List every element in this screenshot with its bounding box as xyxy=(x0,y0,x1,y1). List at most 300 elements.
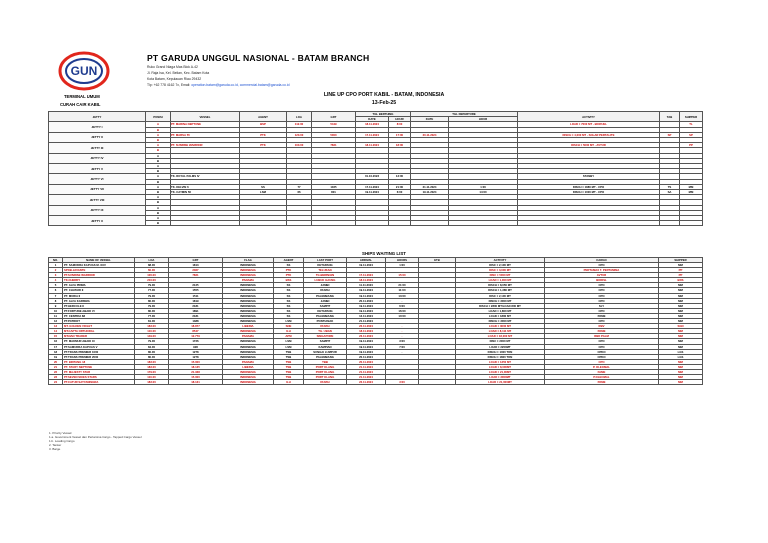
ship-cell: PTK xyxy=(274,273,304,278)
ship-cell: CPO xyxy=(545,263,659,268)
jetty-cell-hour: 18:00 xyxy=(389,143,411,148)
jetty-cell-vessel xyxy=(171,221,240,226)
jetty-cell-activity: DISCH ± 1880 MT - CPO xyxy=(518,184,660,189)
ship-cell: PAME xyxy=(545,313,659,318)
ship-cell: 2181 xyxy=(169,303,223,308)
ship-cell: KETAPANG xyxy=(304,263,347,268)
jetty-position: A xyxy=(146,164,171,169)
ship-cell: 4 xyxy=(49,278,63,283)
ship-cell: PT. MAKMUR ABADI XI xyxy=(63,339,135,344)
ship-cell: 6:00 xyxy=(386,303,419,308)
ship-cell: P.OLEOMAL xyxy=(545,375,659,380)
jetty-name: JETTY VIII xyxy=(49,195,146,205)
ship-cell: - xyxy=(386,334,419,339)
jetty-cell-hour: 17:00 xyxy=(389,132,411,137)
ship-cell: 15.000 xyxy=(169,375,223,380)
ship-cell: INDONESIA xyxy=(223,369,274,374)
jetty-cell-hour: 13:00 xyxy=(389,174,411,179)
ship-col-header: HOURS xyxy=(386,258,419,263)
jetty-cell-agent: PTK xyxy=(240,143,287,148)
ship-cell: 77.00 xyxy=(135,313,169,318)
ship-cell: PANAMA xyxy=(223,334,274,339)
ship-cell: 19.11.2024 xyxy=(347,344,386,349)
jetty-cell-agent xyxy=(240,221,287,226)
ship-cell: 21.11.2024 xyxy=(347,364,386,369)
col-agent: AGENT xyxy=(240,112,287,122)
ship-cell: DUMAI xyxy=(304,288,347,293)
jetty-cell-shipper: TL xyxy=(680,122,703,127)
ship-cell: MM xyxy=(659,263,703,268)
jetty-name: JETTY X xyxy=(49,216,146,226)
ship-cell: SS xyxy=(274,283,304,288)
ship-cell: INDONESIA xyxy=(223,288,274,293)
ship-cell: INDONESIA xyxy=(223,349,274,354)
ship-cell: PERTAMAX T. PERTAMINA xyxy=(545,268,659,273)
jetty-cell-loa: 100.00 xyxy=(287,143,312,148)
ship-cell: APM xyxy=(274,334,304,339)
ship-cell: 7 xyxy=(49,293,63,298)
jetty-cell-dep-date: 20.11.2024 xyxy=(411,132,449,137)
ship-cell: PT. MAJESTY STAR xyxy=(63,369,135,374)
jetty-cell-shipper: PP xyxy=(680,143,703,148)
col-shipper: SHIPPER xyxy=(680,112,703,122)
jetty-position: B xyxy=(146,148,171,153)
col-loa: LOA xyxy=(287,112,312,122)
ship-cell: DISCH ± 1000 TON xyxy=(456,349,545,354)
ship-cell: INDONESIA xyxy=(223,273,274,278)
ship-cell: DISCH ± 1,380 MT xyxy=(456,288,545,293)
jetty-cell-hour xyxy=(389,221,411,226)
ship-cell: PALEMBANG xyxy=(304,313,347,318)
ship-cell: PP xyxy=(659,268,703,273)
ship-cell: 79.00 xyxy=(135,293,169,298)
jetty-cell-activity: DISCH ± 4,000 MT - SOLAR PERTALITE xyxy=(518,132,660,137)
ship-cell: 17.11.2024 xyxy=(347,273,386,278)
jetty-cell-grt: 7821 xyxy=(312,143,356,148)
ship-cell: LGS xyxy=(659,349,703,354)
ship-cell: 1 xyxy=(49,263,63,268)
jetty-name: JETTY VI xyxy=(49,174,146,184)
jetty-cell-vessel: TK. CAYMIN 56 xyxy=(171,190,240,195)
jetty-cell-dep-date: 19.11.2024 xyxy=(411,190,449,195)
ship-cell: 5 xyxy=(49,283,63,288)
ship-cell: PANAMA xyxy=(223,278,274,283)
ship-cell: PT.TRANS PREMIER 1000 xyxy=(63,349,135,354)
ship-cell: 22.11.2024 xyxy=(347,380,386,385)
jetty-position: B xyxy=(146,179,171,184)
jetty-cell-vessel: PT. MARSA 55 xyxy=(171,132,240,137)
ship-cell: PAME xyxy=(545,329,659,334)
ship-cell: 21 xyxy=(49,364,63,369)
ship-cell: LOAD ± 1880 MT xyxy=(456,313,545,318)
contact-label: Tlp: +62 778 4162 7x, Email: xyxy=(147,83,191,87)
ship-cell: 8 xyxy=(49,298,63,303)
ship-cell: SPOB.JAVANTE xyxy=(63,268,135,273)
ship-cell: LOAD ± 1,800 MT xyxy=(456,308,545,313)
ship-cell: TSB xyxy=(274,364,304,369)
jetty-cell-dep-hour: 1:00 xyxy=(449,184,518,189)
jetty-cell-grt: 5000 xyxy=(312,132,356,137)
ship-cell: PT.HERCULE II xyxy=(63,303,135,308)
ship-cell: SINGAPORE xyxy=(304,334,347,339)
ship-cell: LSM xyxy=(274,319,304,324)
ship-cell: 81.00 xyxy=(135,319,169,324)
ship-cell: 183.00 xyxy=(135,324,169,329)
jetty-position: B xyxy=(146,200,171,205)
ship-cell: PT.FORTUNE ABADI VI xyxy=(63,308,135,313)
address-line: Jl. Raja Isa, Kel. Belian, Kec. Batam Kota xyxy=(147,71,210,75)
ship-cell: 10:00 xyxy=(386,313,419,318)
jetty-position: B xyxy=(146,138,171,143)
jetty-cell-loa: 112.00 xyxy=(287,122,312,127)
ship-cell: 19.11.2024 xyxy=(347,339,386,344)
jetty-cell-dep-date xyxy=(411,221,449,226)
ship-cell: 84.00 xyxy=(135,344,169,349)
jetty-position: A xyxy=(146,132,171,137)
ship-cell: 183.00 xyxy=(135,359,169,364)
ship-cell: 15 xyxy=(49,334,63,339)
ship-cell: INDONESIA xyxy=(223,263,274,268)
ship-cell: - xyxy=(386,329,419,334)
jetty-table xyxy=(48,111,703,226)
ship-cell: 1511 xyxy=(169,293,223,298)
ship-cell: 20.11.2024 xyxy=(347,298,386,303)
ship-cell: PT. ALFA PRIMA xyxy=(63,283,135,288)
ship-cell: TG. UBAN xyxy=(304,329,347,334)
ship-cell: PT. MURIA II xyxy=(63,293,135,298)
ship-cell: LIBERIA xyxy=(223,324,274,329)
ship-cell: 10 xyxy=(49,308,63,313)
ship-cell: 21.11.2024 xyxy=(347,319,386,324)
ship-cell: 80.00 xyxy=(135,308,169,313)
notes-line: 2. Tanker xyxy=(49,443,62,447)
ship-cell: TSB xyxy=(274,359,304,364)
ship-cell: - xyxy=(386,349,419,354)
ship-cell: 1813 xyxy=(169,263,223,268)
ship-cell: CPO xyxy=(545,339,659,344)
ship-cell: INDONESIA xyxy=(223,298,274,303)
ship-cell: PAME xyxy=(545,380,659,385)
ship-cell: MM xyxy=(659,288,703,293)
jetty-position: B xyxy=(146,127,171,132)
ship-cell: PORT KLANG xyxy=(304,369,347,374)
ship-cell: PP xyxy=(659,273,703,278)
ship-cell: 21.11.2024 xyxy=(347,369,386,374)
jetty-position: A xyxy=(146,153,171,158)
ship-cell: 183.00 xyxy=(135,364,169,369)
ship-cell: BDS xyxy=(659,278,703,283)
ship-cell: DISC ± 5000 MT xyxy=(456,273,545,278)
ship-cell: RBD PALM xyxy=(545,334,659,339)
ship-cell: 13:00 xyxy=(386,293,419,298)
ship-cell: CPO xyxy=(545,308,659,313)
jetty-cell-activity: DISCH ± 5000 MT - AVTUR xyxy=(518,143,660,148)
ship-cell: CPKO xyxy=(545,349,659,354)
ship-cell: SS xyxy=(274,288,304,293)
ship-cell: 14 xyxy=(49,329,63,334)
ship-cell: MM xyxy=(659,283,703,288)
jetty-cell-hour: 8:00 xyxy=(389,122,411,127)
logo-text: GUN xyxy=(70,64,98,78)
ship-cell: DISCH ± 2800 MT/LOAD 800 MT xyxy=(456,303,545,308)
ship-cell: LOAD ± 3000 MT xyxy=(456,324,545,329)
jetty-position: A xyxy=(146,122,171,127)
email-link[interactable]: operation.batam@garuda.co.id, commercial.batam@garuda.co.id xyxy=(191,83,290,87)
ship-cell: INDONESIA xyxy=(223,375,274,380)
jetty-cell-dep-hour: 14:00 xyxy=(449,190,518,195)
ship-cell: LGS xyxy=(659,354,703,359)
ship-cell: 20.11.2024 xyxy=(347,354,386,359)
ship-cell: 1278 xyxy=(169,354,223,359)
ship-cell: INDONESIA xyxy=(223,308,274,313)
jetty-cell-agent: LSM xyxy=(240,190,287,195)
jetty-cell-tgl: 01.10.2023 xyxy=(356,174,389,179)
ship-col-header: AGENT xyxy=(274,258,304,263)
ship-cell: 19.11.2024 xyxy=(347,303,386,308)
jetty-name: JETTY IX xyxy=(49,205,146,215)
ship-cell: 11.11.2024 xyxy=(347,283,386,288)
ship-cell: 21:00 xyxy=(386,283,419,288)
ship-cell: 20.11.2024 xyxy=(347,359,386,364)
ship-cell: PORT KLANG xyxy=(304,364,347,369)
jetty-row xyxy=(49,221,703,226)
ship-cell: 1726 xyxy=(169,339,223,344)
ship-cell: LOAD ± 18,000 MT xyxy=(456,334,545,339)
jetty-cell-loa: 120.00 xyxy=(287,132,312,137)
ship-cell: LOAD ± 3000MT xyxy=(456,375,545,380)
ship-cell: 2181 xyxy=(169,313,223,318)
ship-cell: JAMBI xyxy=(304,298,347,303)
ship-cell: SS xyxy=(274,303,304,308)
ship-cell: 21.11.2024 xyxy=(347,375,386,380)
ship-cell: ILH xyxy=(274,380,304,385)
jetty-position: A xyxy=(146,216,171,221)
ship-cell: KETAPANG xyxy=(304,308,347,313)
ship-cell: LOAD ± 1350 MT xyxy=(456,359,545,364)
ship-col-header: NAME OF VESSEL xyxy=(63,258,135,263)
ship-cell: 18.11.2024 xyxy=(347,278,386,283)
ship-cell: BIODSL xyxy=(545,278,659,283)
ship-cell: 12.779 xyxy=(169,334,223,339)
ship-cell: CPO xyxy=(545,319,659,324)
ship-cell: MM xyxy=(659,339,703,344)
jetty-cell-shipper: SP xyxy=(680,132,703,137)
ship-cell: 18.131 xyxy=(169,380,223,385)
ship-cell: 19.11.2024 xyxy=(347,263,386,268)
col-berthing-date: DATE xyxy=(356,117,389,122)
ship-cell: CPO xyxy=(545,283,659,288)
ship-cell: INDONESIA xyxy=(223,283,274,288)
ship-col-header: ARRIVAL xyxy=(347,258,386,263)
jetty-name: JETTY V xyxy=(49,164,146,174)
jetty-cell-tab: SA xyxy=(660,190,680,195)
contact-line xyxy=(147,82,290,88)
jetty-cell-grt: 1025 xyxy=(312,184,356,189)
ship-cell: 22 xyxy=(49,369,63,374)
jetty-position: B xyxy=(146,210,171,215)
ship-col-header: NO. xyxy=(49,258,63,263)
ship-cell: MM xyxy=(659,359,703,364)
ship-cell: MM xyxy=(659,369,703,374)
ship-cell: PT. CHATARI II xyxy=(63,288,135,293)
ship-cell: LOAD ± 8,000MT xyxy=(456,364,545,369)
ship-cell: 16 xyxy=(49,339,63,344)
ship-col-header: CARGO xyxy=(545,258,659,263)
ship-cell: TSB xyxy=(274,369,304,374)
ship-cell: MM xyxy=(659,329,703,334)
ship-cell: SS xyxy=(274,263,304,268)
ship-cell: CPO xyxy=(545,344,659,349)
ship-col-header: SHIPPER xyxy=(659,258,703,263)
ship-cell: LOAD ± 21,00MT xyxy=(456,369,545,374)
ship-cell: 12 xyxy=(49,319,63,324)
ship-cell: INDONESIA xyxy=(223,313,274,318)
ship-cell: INDONESIA xyxy=(223,380,274,385)
ship-cell: SS xyxy=(274,313,304,318)
ship-col-header: ACTIVITY xyxy=(456,258,545,263)
ship-cell: PT. STARY NEPTUNE xyxy=(63,364,135,369)
jetty-name: JETTY VII xyxy=(49,184,146,194)
col-jetty: JETTY xyxy=(49,112,146,122)
jetty-position: A xyxy=(146,205,171,210)
ship-cell: DISCH ± 1800 TON xyxy=(456,354,545,359)
jetty-position: B xyxy=(146,190,171,195)
ship-cell: TK.CHERRY xyxy=(63,278,135,283)
notes-line: 1.a. Government Vessel dan Pertamina Cargo - Tapped Cargo Vessel xyxy=(49,435,142,439)
jetty-cell-activity xyxy=(518,221,660,226)
jetty-cell-tgl xyxy=(356,221,389,226)
ship-cell: MM xyxy=(659,303,703,308)
page-date: 13-Feb-25 xyxy=(371,100,397,106)
ship-cell: CPO xyxy=(545,288,659,293)
ship-cell: RBV xyxy=(545,324,659,329)
ship-cell: 17 xyxy=(49,344,63,349)
jetty-name: JETTY IV xyxy=(49,153,146,163)
ship-col-header: LAST PORT xyxy=(304,258,347,263)
ship-cell: MM xyxy=(659,298,703,303)
jetty-name: JETTY II xyxy=(49,132,146,142)
ship-cell: PT. SAMUDRA KAPUAS M. XXV xyxy=(63,263,135,268)
ship-cell: PT. ALFA KARISMA xyxy=(63,298,135,303)
company-logo xyxy=(58,50,110,92)
jetty-cell-hour: 6:00 xyxy=(389,190,411,195)
ship-cell: 18.11.2024 xyxy=(347,329,386,334)
ship-cell: PALEMBANG xyxy=(304,354,347,359)
ship-cell: SS xyxy=(274,298,304,303)
ship-cell: CPKO xyxy=(545,354,659,359)
ship-cell: 1:00 xyxy=(386,263,419,268)
ship-col-header: LOA xyxy=(135,258,169,263)
jetty-cell-activity: STANBY xyxy=(518,174,660,179)
ship-cell: 80.00 xyxy=(135,349,169,354)
ship-cell: PT.SUNRISE WARRIOR xyxy=(63,273,135,278)
ship-cell: PT.PATRIOT xyxy=(63,319,135,324)
jetty-position: B xyxy=(146,158,171,163)
ship-cell: 3 xyxy=(49,273,63,278)
ship-cell: 79.00 xyxy=(135,283,169,288)
jetty-cell-activity: DISCH ± 1000 MT - CPO xyxy=(518,190,660,195)
jetty-cell-agent: SS xyxy=(240,184,287,189)
jetty-cell-shipper xyxy=(680,221,703,226)
ship-cell: TELUKAN xyxy=(304,268,347,273)
ship-cell: 15.000 xyxy=(169,359,223,364)
ship-cell: LSM xyxy=(274,344,304,349)
ship-cell: FAME xyxy=(545,369,659,374)
ship-row xyxy=(49,380,703,385)
ship-cell: 19.11.2024 xyxy=(347,288,386,293)
ship-cell: 179.00 xyxy=(135,369,169,374)
jetty-cell-loa xyxy=(287,221,312,226)
ship-cell: - xyxy=(386,324,419,329)
ship-cell: SAMPIT xyxy=(304,303,347,308)
ship-cell: PT.SEVEN SKIES STARS xyxy=(63,375,135,380)
ship-cell: 1891 xyxy=(169,308,223,313)
ship-cell: SAMPIT xyxy=(304,339,347,344)
ship-cell: 16:00 xyxy=(386,308,419,313)
ship-cell: MM xyxy=(659,319,703,324)
ship-cell: LSM xyxy=(274,339,304,344)
ship-cell: 19.11.2024 xyxy=(347,308,386,313)
ship-cell xyxy=(419,380,456,385)
ship-cell: TSB xyxy=(274,354,304,359)
ship-cell: CPO xyxy=(545,298,659,303)
ship-cell: PT.CATUR SATYANINGRA xyxy=(63,380,135,385)
jetty-cell-tgl: 18.11.2024 xyxy=(356,143,389,148)
ship-cell: INDONESIA xyxy=(223,293,274,298)
ship-cell: DISC ± 3,000 MT xyxy=(456,268,545,273)
jetty-cell-vessel: TK. ROYAL PALMS IV xyxy=(171,174,240,179)
ship-cell: SUNGAI LUMPUR xyxy=(304,349,347,354)
jetty-cell-grt: 5449 xyxy=(312,122,356,127)
ship-cell: 1819 xyxy=(169,298,223,303)
jetty-cell-activity: LOAD ± 7000 MT - BIOFUEL xyxy=(518,122,660,127)
notes xyxy=(49,431,142,451)
col-departure-date: DATE xyxy=(411,117,449,122)
notes-line: 1.b. Loading Cargo xyxy=(49,439,75,443)
ship-cell: TSB xyxy=(274,375,304,380)
jetty-cell-agent: BSP xyxy=(240,122,287,127)
ship-col-header: GRT xyxy=(169,258,223,263)
jetty-cell-vessel: PT. SUNRISE WARRIOR xyxy=(171,143,240,148)
ship-cell: 21.338 xyxy=(169,369,223,374)
col-tab: TAB xyxy=(660,112,680,122)
ship-cell: 18 xyxy=(49,349,63,354)
ship-cell: 11 xyxy=(49,313,63,318)
ship-cell: LOAD ± 8,111 MT xyxy=(456,329,545,334)
ship-cell: 2 xyxy=(49,268,63,273)
ship-cell: KAMPIAN xyxy=(304,344,347,349)
company-name: PT GARUDA UNGGUL NASIONAL - BATAM BRANCH xyxy=(147,53,370,63)
jetty-position: A xyxy=(146,184,171,189)
ship-cell: P. OLEOMAL xyxy=(545,364,659,369)
ship-cell: 12.11.2024 xyxy=(347,313,386,318)
ship-cell: SLY xyxy=(545,303,659,308)
ship-cell: 3:00 xyxy=(386,380,419,385)
ship-cell: 13 xyxy=(49,324,63,329)
company-address xyxy=(147,64,290,88)
ship-cell: INDONESIA xyxy=(223,303,274,308)
ship-cell: PORT KLANG xyxy=(304,375,347,380)
jetty-cell-tab: SP xyxy=(660,132,680,137)
jetty-cell-hour: 21:00 xyxy=(389,184,411,189)
address-line: Kota Batam, Kepulauan Riau 29432 xyxy=(147,77,202,81)
ship-cell: TBB xyxy=(304,359,347,364)
ship-cell: ILH xyxy=(274,329,304,334)
ship-cell: MM xyxy=(659,364,703,369)
jetty-cell-tab xyxy=(660,221,680,226)
ship-cell: 7:00 xyxy=(386,344,419,349)
jetty-cell-loa: 66 xyxy=(287,190,312,195)
